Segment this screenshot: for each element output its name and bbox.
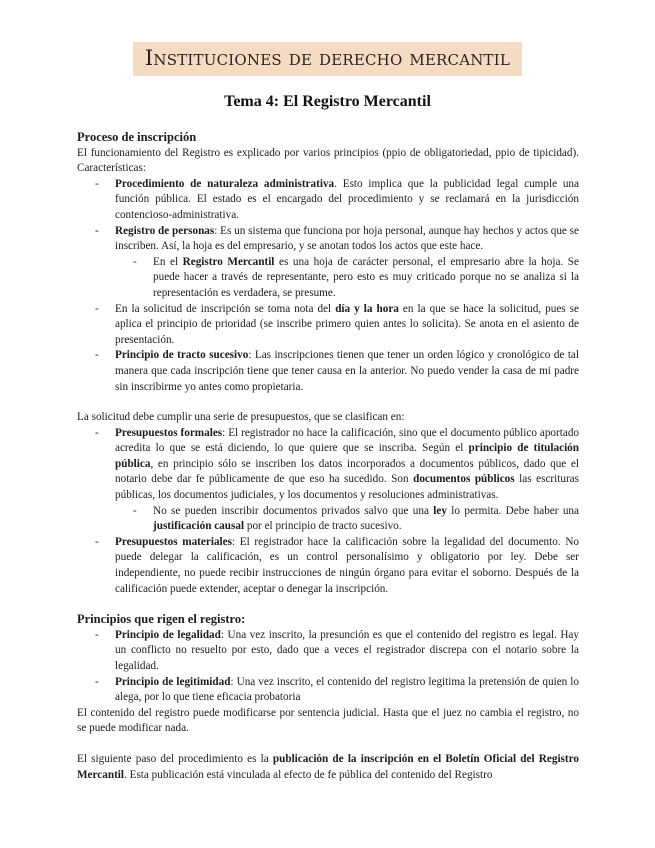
bold-term: Registro de personas xyxy=(115,224,215,237)
list-item xyxy=(77,628,579,675)
sub-bullet-list xyxy=(115,504,579,535)
document-body xyxy=(77,130,579,783)
bold-term: Principio de legitimidad xyxy=(115,675,231,688)
paragraph: El contenido del registro puede modificarse por sentencia judicial. Hasta que el juez no cambia el registro, no se puede modificar nada. xyxy=(77,706,579,735)
title-banner-wrap xyxy=(0,42,655,76)
bold-term: Principio de legalidad xyxy=(115,628,221,641)
list-item xyxy=(77,224,579,302)
bold-term: justificación causal xyxy=(153,520,245,533)
bold-term: publicación de la inscripción en el Boletín Oficial del Registro Mercantil xyxy=(77,752,579,781)
sub-bullet-list xyxy=(115,255,579,302)
paragraph xyxy=(77,752,579,783)
list-text: No se pueden inscribir documentos privados salvo que una xyxy=(153,504,434,517)
list-text: En el xyxy=(153,255,183,268)
section-heading: Proceso de inscripción xyxy=(77,130,197,144)
bold-term: principio de titulación pública xyxy=(115,442,579,470)
list-text: : Una vez inscrito, la presunción es que el contenido del registro es legal. Hay un conflicto no resuelto por esto, dado que a veces el registrador discrepa con el notario sobre la legalidad. xyxy=(115,628,579,672)
list-text: En la solicitud de inscripción se toma nota del xyxy=(115,302,336,315)
list-text: en la que se hace la solicitud, pues se aplica el principio de prioridad (se inscribe primero quien antes lo solicita). Se anota en el asiento de presentación. xyxy=(115,302,579,346)
list-text: es una hoja de carácter personal, el empresario abre la hoja. Se puede hacer a través de representante, pero esto es muy criticado porque no se analiza si la representación es verdadera, se presume. xyxy=(153,255,579,299)
list-text: lo permita. Debe haber una xyxy=(446,504,579,517)
bold-term: Procedimiento de naturaleza administrativa xyxy=(115,177,335,190)
list-text: . Esto implica que la publicidad legal cumple una función pública. El estado es el encargado del procedimiento y se reclamará en la jurisdicción contencioso-administrativa. xyxy=(115,177,579,221)
list-item xyxy=(77,535,579,597)
list-text: , en principio sólo se inscriben los datos incorporados a documentos públicos, dado que el notario debe dar fe públicamente de que eso ha sucedido. Son xyxy=(115,457,579,486)
list-text: : Las inscripciones tienen que tener un orden lógico y cronológico de tal manera que cada inscripción tiene que tener causa en la anterior. No puedo vender la casa de mi padre sin inscribirme yo antes como propietaria. xyxy=(115,349,579,393)
list-text: : El registrador hace la calificación sobre la legalidad del documento. No puede delegar la calificación, es un control personalísimo y obligatorio por ley. Debe ser independiente, no puede recibir instrucciones de ningún órgano para evitar el soborno. Después de la calificación puede extender, aceptar o denegar la inscripción. xyxy=(115,535,579,595)
list-text: : Una vez inscrito, el contenido del registro legitima la pretensión de quien lo alega, por lo que tiene eficacia probatoria xyxy=(115,675,580,704)
section-heading: Principios que rigen el registro: xyxy=(77,612,246,627)
paragraph-text: . Esta publicación está vinculada al efecto de fe pública del contenido del Registro xyxy=(124,768,493,781)
bullet-list xyxy=(77,628,579,706)
paragraph: El funcionamiento del Registro es explicado por varios principios (ppio de obligatoriedad, ppio de tipicidad). Características: xyxy=(77,146,579,175)
paragraph-text: El siguiente paso del procedimiento es la xyxy=(77,752,273,765)
list-text: : Es un sistema que funciona por hoja personal, aunque hay hechos y actos que se inscriben. Así, la hoja es del empresario, y se anotan todos los actos que este hace. xyxy=(115,224,579,253)
bullet-list xyxy=(77,177,579,395)
sub-list-item xyxy=(115,255,579,302)
list-item xyxy=(77,675,579,706)
bold-term: día y la hora xyxy=(335,302,399,315)
bold-term: Principio de tracto sucesivo xyxy=(115,349,249,362)
list-item xyxy=(77,348,579,395)
list-item xyxy=(77,177,579,224)
title-banner: Instituciones de derecho mercantil xyxy=(133,42,522,76)
sub-list-item xyxy=(115,504,579,535)
list-item xyxy=(77,302,579,349)
paragraph: La solicitud debe cumplir una serie de presupuestos, que se clasifican en: xyxy=(77,411,405,424)
bold-term: Presupuestos materiales xyxy=(115,535,232,548)
bold-term: documentos públicos xyxy=(413,473,515,486)
bold-term: ley xyxy=(433,504,447,517)
list-text: las escrituras públicas, los documentos judiciales, y los documentos y resoluciones administrativas. xyxy=(115,473,579,502)
list-text: por el principio de tracto sucesivo. xyxy=(244,520,402,533)
list-item xyxy=(77,426,579,535)
bold-term: Registro Mercantil xyxy=(182,255,275,268)
bullet-list xyxy=(77,426,579,598)
list-text: : El registrador no hace la calificación, sino que el documento público aportado acredita lo que se está diciendo, lo que quiere que se inscriba. Según el xyxy=(115,426,580,455)
bold-term: Presupuestos formales xyxy=(115,426,223,439)
page-subtitle: Tema 4: El Registro Mercantil xyxy=(224,93,431,110)
